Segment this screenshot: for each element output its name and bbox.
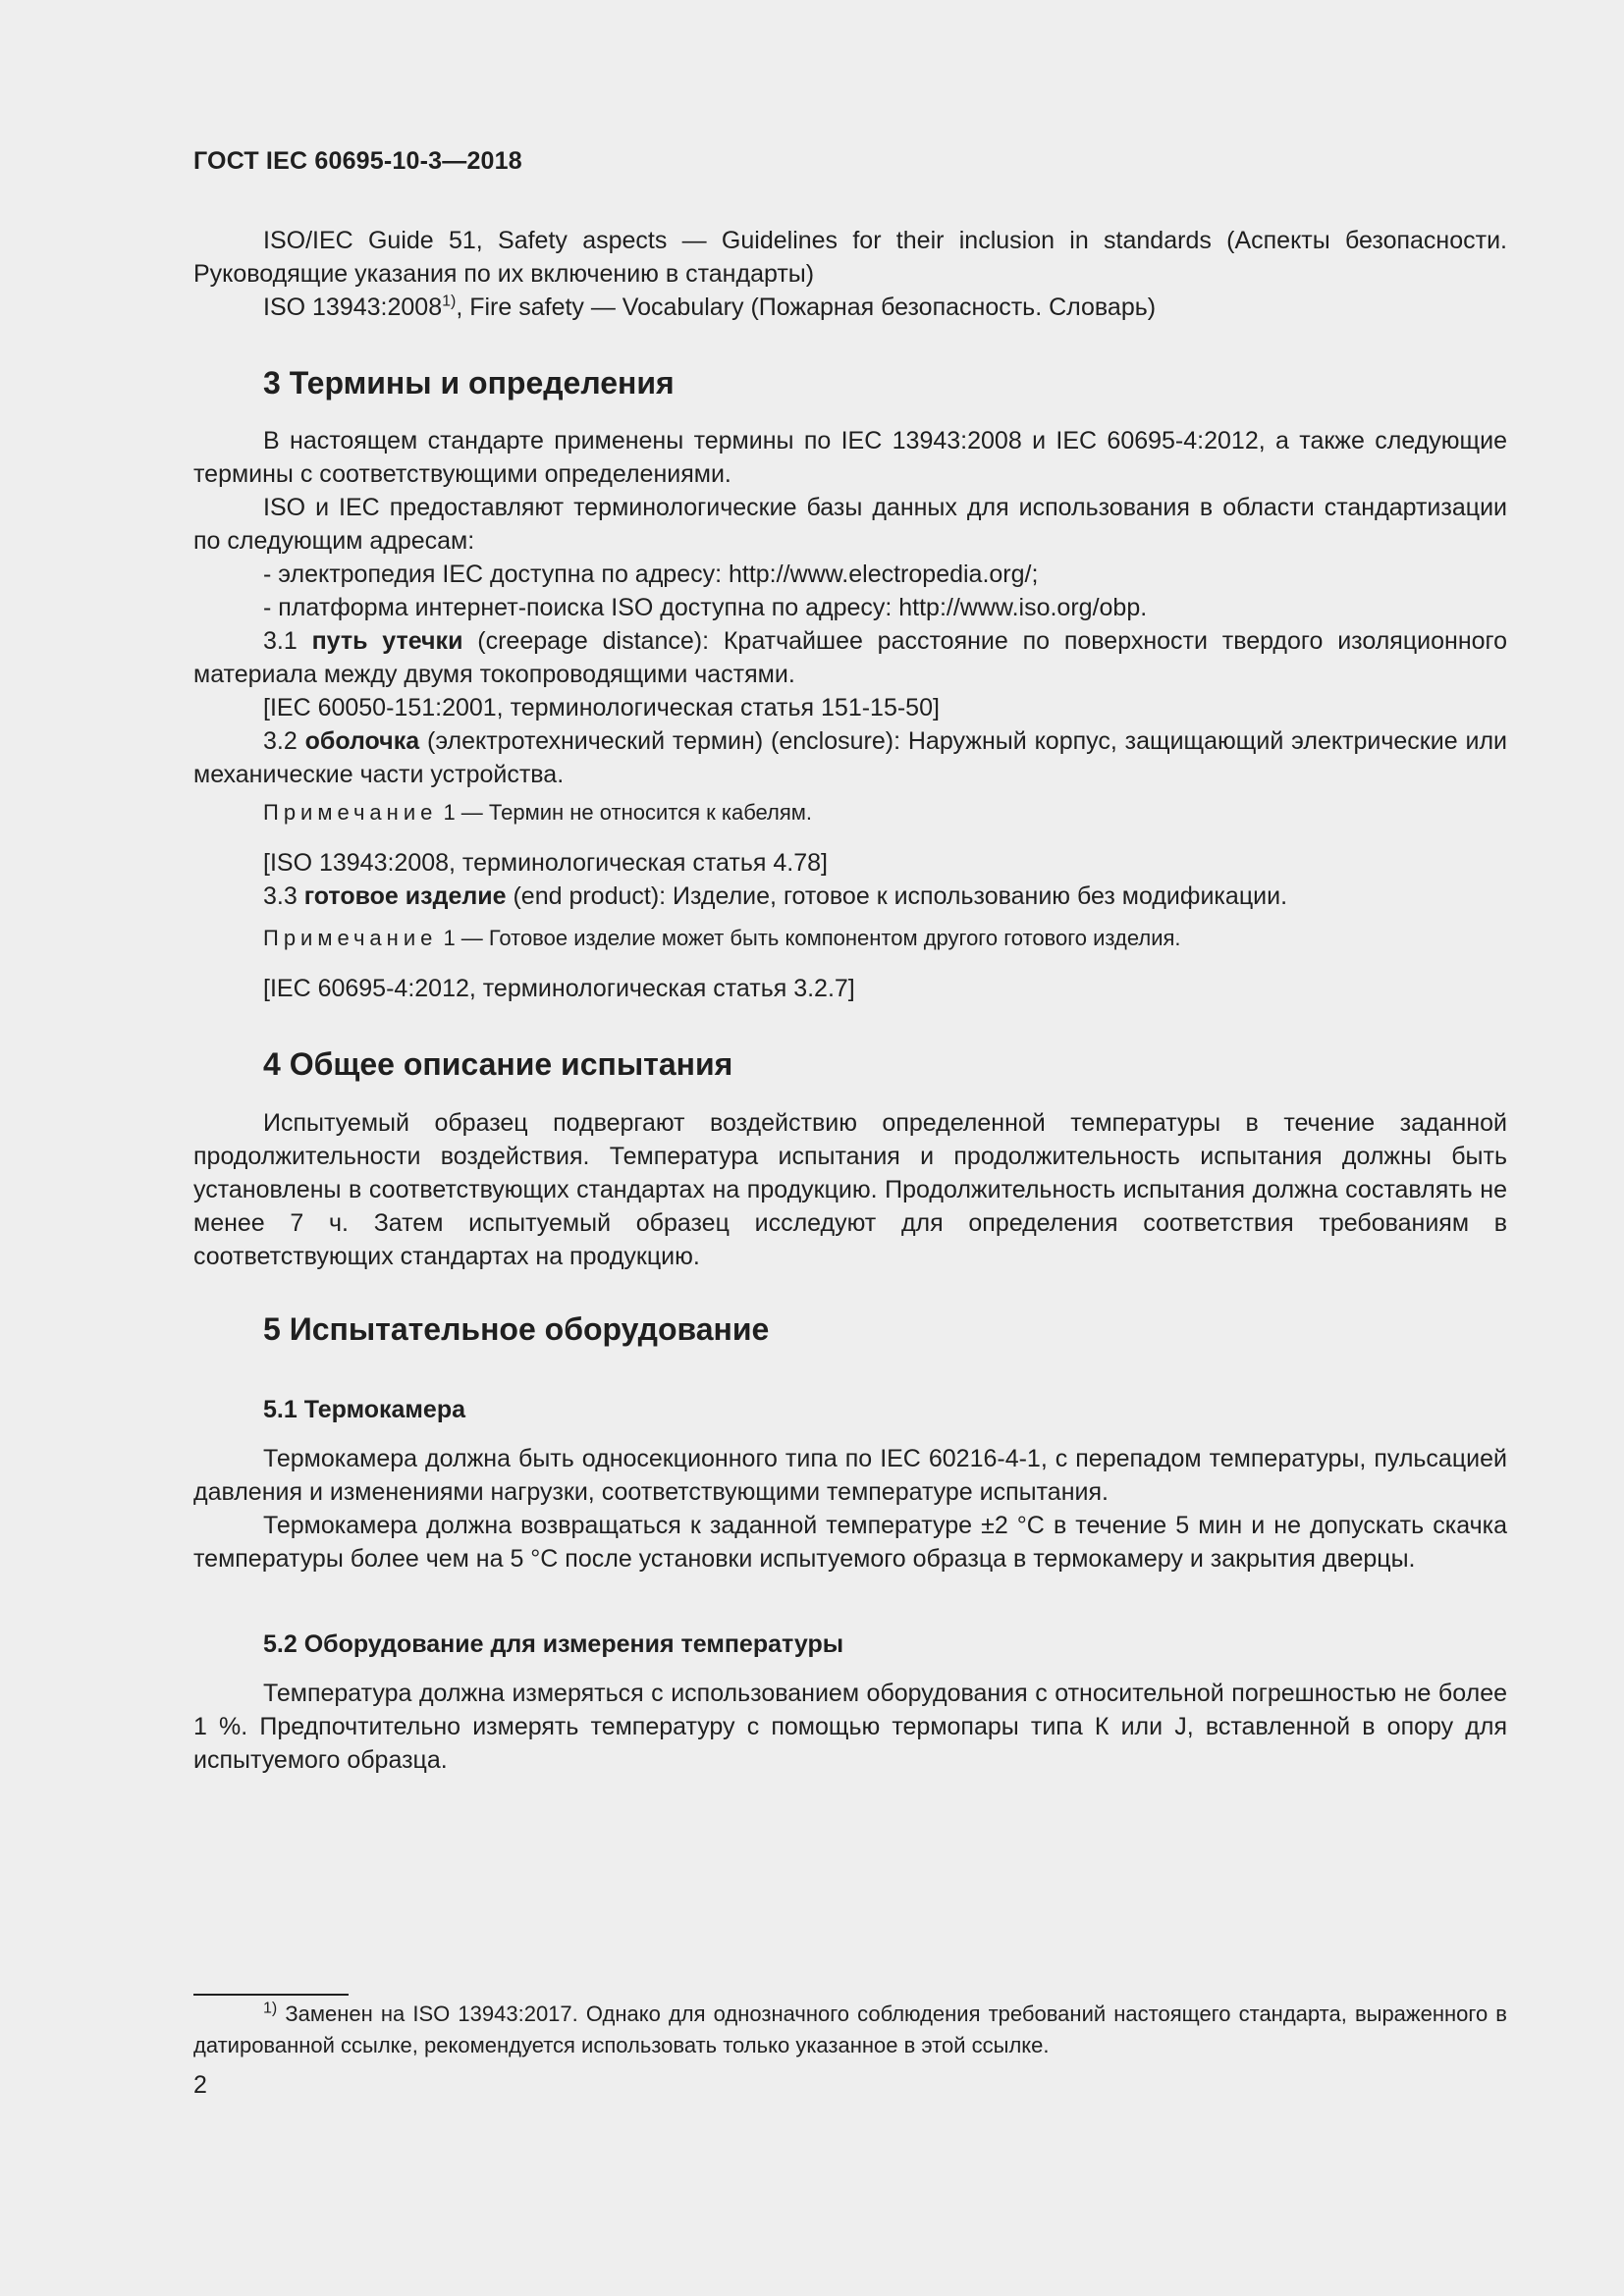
- ref-iso13943: ISO 13943:2008$^{1)}$, Fire safety — Vocabulary (Пожарная безопасность. Словарь): [263, 293, 1157, 321]
- footnote-separator: [193, 1994, 349, 1996]
- term-3-3-block: [193, 846, 1507, 913]
- term-3-2-note: Примечание 1 — Термин не относится к кабелям.: [263, 800, 813, 825]
- term-3-1-source: [IEC 60050-151:2001, терминологическая статья 151-15-50]: [263, 694, 940, 721]
- footnote: $^{1)}$ Заменен на ISO 13943:2017. Однако для однозначного соблюдения требований настоящего стандарта, выраженного в датированной ссылке, рекомендуется использовать только указанное в этой ссылке.: [193, 2000, 1507, 2057]
- term-3-3-name: готовое изделие: [303, 882, 507, 910]
- term-3-1: 3.1 путь утечки (creepage distance): Кратчайшее расстояние по поверхности твердого изоляционного материала между двумя токопроводящими частями.: [193, 627, 1508, 688]
- subsection-5-1-body: [193, 1442, 1507, 1575]
- footnote-ref: 1): [442, 293, 457, 310]
- standard-header: ГОСТ IEC 60695-10-3—2018: [193, 147, 522, 175]
- term-3-2: 3.2 оболочка (электротехнический термин) (enclosure): Наружный корпус, защищающий электрические или механические части устройства.: [193, 727, 1507, 788]
- section-3-intro: В настоящем стандарте применены термины по IEC 13943:2008 и IEC 60695-4:2012, а также следующие термины с соответствующими определениями.: [193, 427, 1507, 488]
- term-3-1-name: путь утечки: [311, 627, 463, 655]
- footnote-marker: 1): [263, 2000, 278, 2017]
- term-3-3: 3.3 готовое изделие (end product): Изделие, готовое к использованию без модификации.: [263, 882, 1288, 910]
- section-3-body: [193, 424, 1507, 791]
- page-number: 2: [193, 2071, 207, 2099]
- term-3-2-name: оболочка: [304, 727, 420, 755]
- section-4-body: Испытуемый образец подвергают воздействию определенной температуры в течение заданной продолжительности воздействия. Температура испытания и продолжительность испытания должны быть установлены в соответствующих стандартах на продукцию. Продолжительность испытания должна составлять не менее 7 ч. Затем испытуемый образец исследуют для определения соответствия требованиям в соответствующих стандартах на продукцию.: [193, 1109, 1507, 1270]
- ref-guide51: ISO/IEC Guide 51, Safety aspects — Guidelines for their inclusion in standards (Аспекты безопасности. Руководящие указания по их включению в стандарты): [193, 227, 1507, 288]
- subsection-5-2-heading: 5.2 Оборудование для измерения температуры: [263, 1630, 844, 1658]
- section-3-heading: 3 Термины и определения: [263, 365, 675, 400]
- subsection-5-1-para-2: Термокамера должна возвращаться к заданной температуре ±2 °С в течение 5 мин и не допускать скачка температуры более чем на 5 °С после установки испытуемого образца в термокамеру и закрытия дверцы.: [193, 1512, 1507, 1573]
- section-4-heading: 4 Общее описание испытания: [263, 1046, 733, 1082]
- term-3-3-source: [IEC 60695-4:2012, терминологическая статья 3.2.7]: [263, 975, 855, 1002]
- list-item-iso-obp: - платформа интернет-поиска ISO доступна по адресу: http://www.iso.org/obp.: [263, 594, 1148, 621]
- subsection-5-1-para-1: Термокамера должна быть односекционного типа по IEC 60216-4-1, с перепадом температуры, пульсацией давления и изменениями нагрузки, соответствующими температуре испытания.: [193, 1445, 1507, 1506]
- term-3-2-source: [ISO 13943:2008, терминологическая статья 4.78]: [263, 849, 828, 877]
- subsection-5-1-heading: 5.1 Термокамера: [263, 1396, 465, 1423]
- subsection-5-2-body: Температура должна измеряться с использованием оборудования с относительной погрешностью не более 1 %. Предпочтительно измерять температуру с помощью термопары типа К или J, вставленной в опору для испытуемого образца.: [193, 1680, 1507, 1774]
- list-item-electropedia: - электропедия IEC доступна по адресу: http://www.electropedia.org/;: [263, 561, 1039, 588]
- term-3-3-note: Примечание 1 — Готовое изделие может быть компонентом другого готового изделия.: [263, 926, 1181, 950]
- normative-references: [193, 224, 1507, 324]
- section-5-heading: 5 Испытательное оборудование: [263, 1311, 770, 1347]
- section-3-databases: ISO и IEC предоставляют терминологические базы данных для использования в области стандартизации по следующим адресам:: [193, 494, 1507, 555]
